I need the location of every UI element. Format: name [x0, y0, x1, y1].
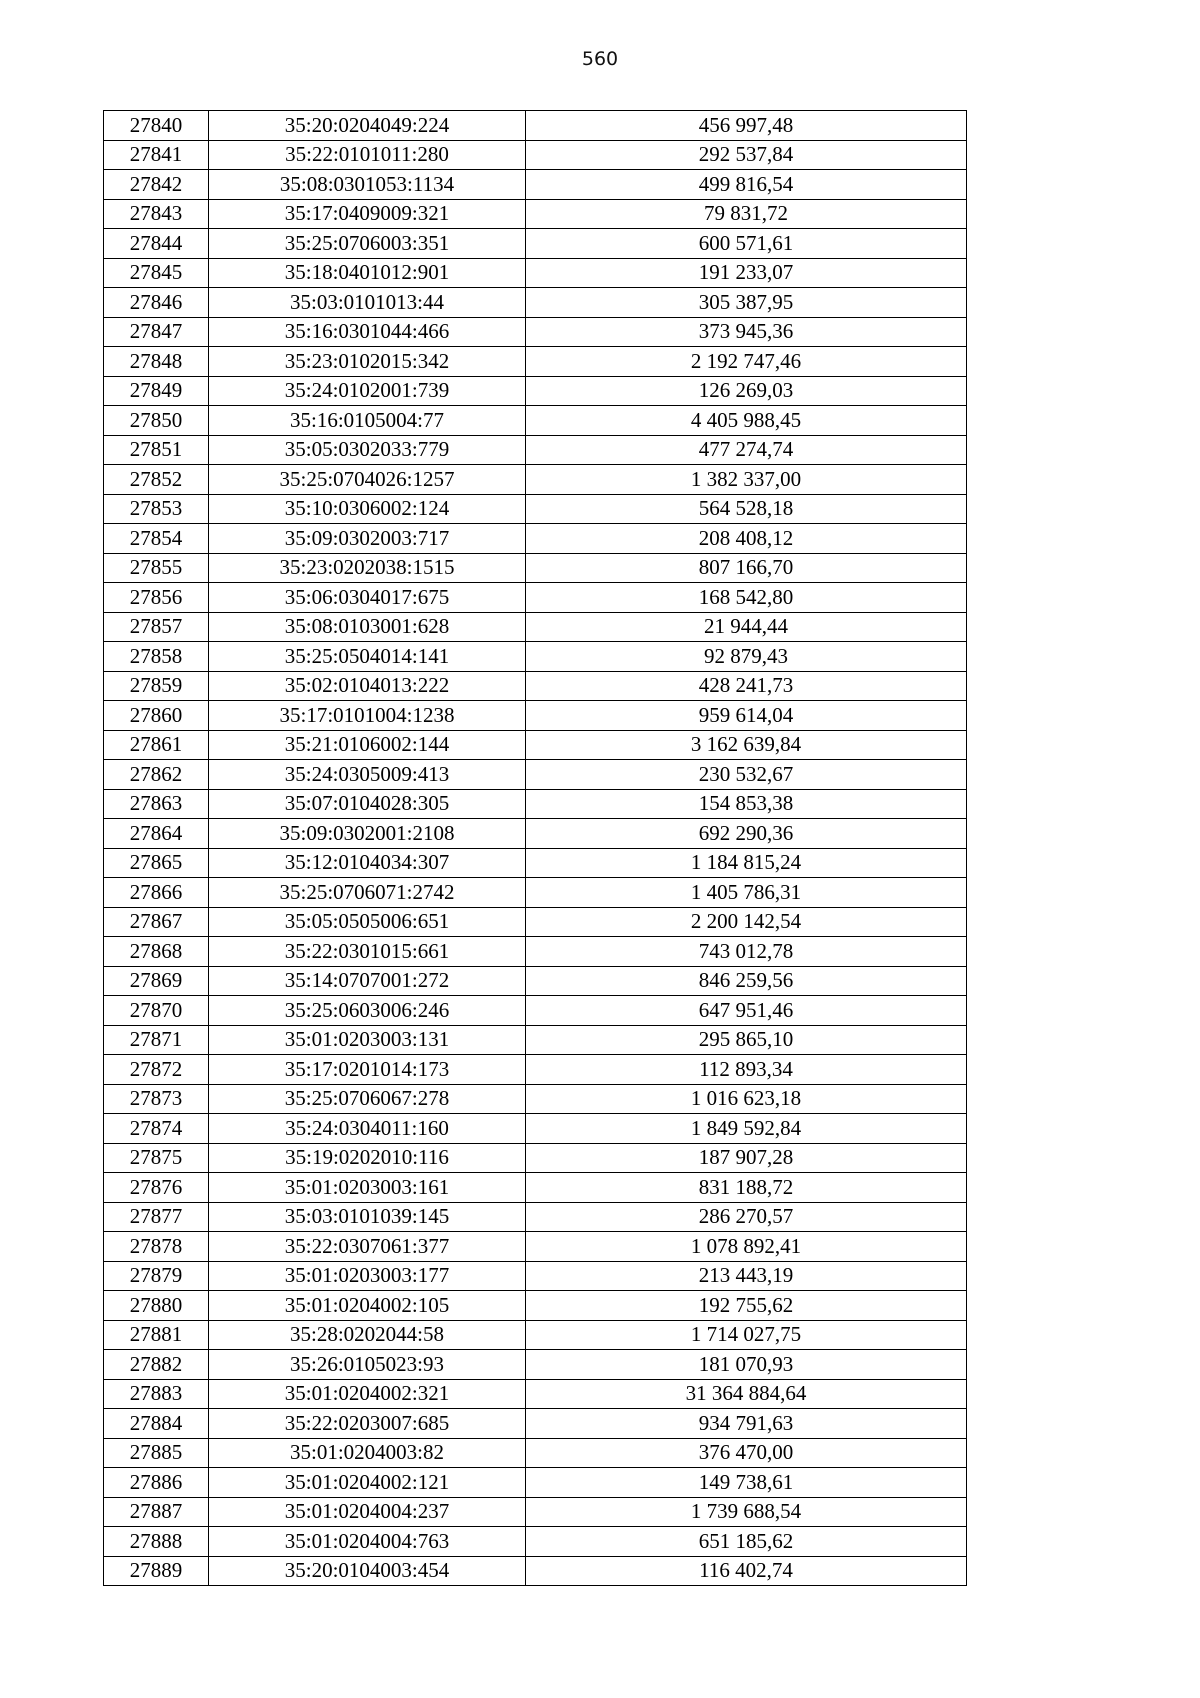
cadastral-number-cell: 35:03:0101039:145: [209, 1202, 526, 1232]
cadastral-number-cell: 35:19:0202010:116: [209, 1143, 526, 1173]
table-row: [104, 288, 967, 318]
cadastral-value-cell: 1 714 027,75: [526, 1320, 967, 1350]
row-number-cell: 27887: [104, 1497, 209, 1527]
cadastral-value-cell: 1 016 623,18: [526, 1084, 967, 1114]
row-number-cell: 27875: [104, 1143, 209, 1173]
row-number-cell: 27861: [104, 730, 209, 760]
table-row: [104, 1291, 967, 1321]
cadastral-value-cell: 112 893,34: [526, 1055, 967, 1085]
table-row: [104, 819, 967, 849]
table-row: [104, 1379, 967, 1409]
row-number-cell: 27840: [104, 111, 209, 141]
cadastral-value-cell: 292 537,84: [526, 140, 967, 170]
row-number-cell: 27878: [104, 1232, 209, 1262]
table-row: [104, 1556, 967, 1586]
cadastral-number-cell: 35:05:0505006:651: [209, 907, 526, 937]
row-number-cell: 27869: [104, 966, 209, 996]
cadastral-number-cell: 35:01:0204002:105: [209, 1291, 526, 1321]
row-number-cell: 27860: [104, 701, 209, 731]
row-number-cell: 27880: [104, 1291, 209, 1321]
cadastral-number-cell: 35:25:0706067:278: [209, 1084, 526, 1114]
cadastral-value-cell: 31 364 884,64: [526, 1379, 967, 1409]
table-row: [104, 612, 967, 642]
row-number-cell: 27889: [104, 1556, 209, 1586]
cadastral-number-cell: 35:14:0707001:272: [209, 966, 526, 996]
cadastral-number-cell: 35:01:0204004:763: [209, 1527, 526, 1557]
row-number-cell: 27855: [104, 553, 209, 583]
table-row: [104, 642, 967, 672]
row-number-cell: 27858: [104, 642, 209, 672]
cadastral-value-cell: 934 791,63: [526, 1409, 967, 1439]
cadastral-number-cell: 35:17:0409009:321: [209, 199, 526, 229]
table-row: [104, 1468, 967, 1498]
row-number-cell: 27865: [104, 848, 209, 878]
cadastral-number-cell: 35:12:0104034:307: [209, 848, 526, 878]
row-number-cell: 27888: [104, 1527, 209, 1557]
table-row: [104, 406, 967, 436]
table-row: [104, 671, 967, 701]
table-row: [104, 199, 967, 229]
row-number-cell: 27856: [104, 583, 209, 613]
table-row: [104, 524, 967, 554]
row-number-cell: 27848: [104, 347, 209, 377]
cadastral-number-cell: 35:08:0301053:1134: [209, 170, 526, 200]
table-row: [104, 1350, 967, 1380]
cadastral-value-cell: 149 738,61: [526, 1468, 967, 1498]
cadastral-value-cell: 1 382 337,00: [526, 465, 967, 495]
row-number-cell: 27847: [104, 317, 209, 347]
cadastral-number-cell: 35:25:0704026:1257: [209, 465, 526, 495]
table-row: [104, 1114, 967, 1144]
cadastral-value-cell: 376 470,00: [526, 1438, 967, 1468]
cadastral-value-cell: 456 997,48: [526, 111, 967, 141]
cadastral-number-cell: 35:23:0202038:1515: [209, 553, 526, 583]
cadastral-value-cell: 181 070,93: [526, 1350, 967, 1380]
cadastral-value-cell: 477 274,74: [526, 435, 967, 465]
cadastral-value-cell: 187 907,28: [526, 1143, 967, 1173]
cadastral-number-cell: 35:22:0301015:661: [209, 937, 526, 967]
table-row: [104, 1438, 967, 1468]
cadastral-number-cell: 35:05:0302033:779: [209, 435, 526, 465]
cadastral-number-cell: 35:01:0204004:237: [209, 1497, 526, 1527]
cadastral-value-cell: 428 241,73: [526, 671, 967, 701]
table-row: [104, 1409, 967, 1439]
row-number-cell: 27850: [104, 406, 209, 436]
cadastral-number-cell: 35:24:0102001:739: [209, 376, 526, 406]
cadastral-number-cell: 35:25:0603006:246: [209, 996, 526, 1026]
cadastral-value-cell: 831 188,72: [526, 1173, 967, 1203]
cadastral-value-cell: 600 571,61: [526, 229, 967, 259]
table-row: [104, 376, 967, 406]
table-row: [104, 937, 967, 967]
cadastral-value-cell: 2 192 747,46: [526, 347, 967, 377]
cadastral-value-cell: 154 853,38: [526, 789, 967, 819]
cadastral-number-cell: 35:25:0706071:2742: [209, 878, 526, 908]
table-row: [104, 1173, 967, 1203]
cadastral-value-cell: 168 542,80: [526, 583, 967, 613]
row-number-cell: 27868: [104, 937, 209, 967]
cadastral-value-table: [103, 110, 967, 1586]
table-row: [104, 701, 967, 731]
cadastral-value-cell: 191 233,07: [526, 258, 967, 288]
table-row: [104, 907, 967, 937]
cadastral-number-cell: 35:09:0302001:2108: [209, 819, 526, 849]
cadastral-value-cell: 647 951,46: [526, 996, 967, 1026]
cadastral-number-cell: 35:01:0203003:177: [209, 1261, 526, 1291]
cadastral-number-cell: 35:22:0101011:280: [209, 140, 526, 170]
row-number-cell: 27854: [104, 524, 209, 554]
row-number-cell: 27843: [104, 199, 209, 229]
table-row: [104, 996, 967, 1026]
cadastral-value-cell: 743 012,78: [526, 937, 967, 967]
table-row: [104, 347, 967, 377]
row-number-cell: 27871: [104, 1025, 209, 1055]
table-row: [104, 1232, 967, 1262]
row-number-cell: 27845: [104, 258, 209, 288]
cadastral-number-cell: 35:20:0104003:454: [209, 1556, 526, 1586]
cadastral-number-cell: 35:22:0203007:685: [209, 1409, 526, 1439]
table-row: [104, 1084, 967, 1114]
row-number-cell: 27884: [104, 1409, 209, 1439]
cadastral-value-cell: 305 387,95: [526, 288, 967, 318]
table-row: [104, 170, 967, 200]
table-row: [104, 229, 967, 259]
cadastral-value-cell: 126 269,03: [526, 376, 967, 406]
cadastral-value-cell: 295 865,10: [526, 1025, 967, 1055]
cadastral-number-cell: 35:25:0504014:141: [209, 642, 526, 672]
cadastral-value-cell: 192 755,62: [526, 1291, 967, 1321]
row-number-cell: 27846: [104, 288, 209, 318]
cadastral-number-cell: 35:16:0301044:466: [209, 317, 526, 347]
row-number-cell: 27870: [104, 996, 209, 1026]
table-row: [104, 760, 967, 790]
row-number-cell: 27842: [104, 170, 209, 200]
cadastral-number-cell: 35:17:0201014:173: [209, 1055, 526, 1085]
cadastral-number-cell: 35:01:0203003:161: [209, 1173, 526, 1203]
cadastral-number-cell: 35:01:0204002:321: [209, 1379, 526, 1409]
cadastral-value-cell: 213 443,19: [526, 1261, 967, 1291]
cadastral-value-cell: 807 166,70: [526, 553, 967, 583]
cadastral-value-cell: 286 270,57: [526, 1202, 967, 1232]
table-row: [104, 111, 967, 141]
cadastral-number-cell: 35:24:0304011:160: [209, 1114, 526, 1144]
cadastral-value-cell: 692 290,36: [526, 819, 967, 849]
table-row: [104, 730, 967, 760]
row-number-cell: 27879: [104, 1261, 209, 1291]
table-row: [104, 1055, 967, 1085]
cadastral-value-cell: 1 849 592,84: [526, 1114, 967, 1144]
cadastral-value-cell: 1 078 892,41: [526, 1232, 967, 1262]
row-number-cell: 27872: [104, 1055, 209, 1085]
row-number-cell: 27885: [104, 1438, 209, 1468]
cadastral-value-cell: 4 405 988,45: [526, 406, 967, 436]
cadastral-value-cell: 499 816,54: [526, 170, 967, 200]
cadastral-number-cell: 35:08:0103001:628: [209, 612, 526, 642]
row-number-cell: 27881: [104, 1320, 209, 1350]
cadastral-value-cell: 564 528,18: [526, 494, 967, 524]
cadastral-value-cell: 1 184 815,24: [526, 848, 967, 878]
cadastral-value-cell: 21 944,44: [526, 612, 967, 642]
cadastral-value-cell: 230 532,67: [526, 760, 967, 790]
row-number-cell: 27853: [104, 494, 209, 524]
table-row: [104, 789, 967, 819]
row-number-cell: 27851: [104, 435, 209, 465]
row-number-cell: 27844: [104, 229, 209, 259]
table-row: [104, 140, 967, 170]
table-row: [104, 848, 967, 878]
cadastral-number-cell: 35:02:0104013:222: [209, 671, 526, 701]
cadastral-value-cell: 79 831,72: [526, 199, 967, 229]
row-number-cell: 27873: [104, 1084, 209, 1114]
cadastral-number-cell: 35:01:0204003:82: [209, 1438, 526, 1468]
cadastral-value-cell: 208 408,12: [526, 524, 967, 554]
row-number-cell: 27857: [104, 612, 209, 642]
table-row: [104, 1527, 967, 1557]
cadastral-number-cell: 35:03:0101013:44: [209, 288, 526, 318]
cadastral-value-cell: 651 185,62: [526, 1527, 967, 1557]
cadastral-number-cell: 35:26:0105023:93: [209, 1350, 526, 1380]
cadastral-value-cell: 373 945,36: [526, 317, 967, 347]
table-row: [104, 583, 967, 613]
cadastral-number-cell: 35:09:0302003:717: [209, 524, 526, 554]
cadastral-number-cell: 35:24:0305009:413: [209, 760, 526, 790]
table-row: [104, 1143, 967, 1173]
row-number-cell: 27876: [104, 1173, 209, 1203]
row-number-cell: 27862: [104, 760, 209, 790]
cadastral-value-cell: 1 739 688,54: [526, 1497, 967, 1527]
cadastral-number-cell: 35:10:0306002:124: [209, 494, 526, 524]
row-number-cell: 27864: [104, 819, 209, 849]
table-row: [104, 1497, 967, 1527]
row-number-cell: 27859: [104, 671, 209, 701]
cadastral-number-cell: 35:06:0304017:675: [209, 583, 526, 613]
row-number-cell: 27849: [104, 376, 209, 406]
cadastral-value-cell: 1 405 786,31: [526, 878, 967, 908]
row-number-cell: 27866: [104, 878, 209, 908]
row-number-cell: 27841: [104, 140, 209, 170]
row-number-cell: 27867: [104, 907, 209, 937]
cadastral-number-cell: 35:01:0203003:131: [209, 1025, 526, 1055]
table-row: [104, 553, 967, 583]
cadastral-value-cell: 959 614,04: [526, 701, 967, 731]
table-row: [104, 878, 967, 908]
table-row: [104, 494, 967, 524]
table-row: [104, 435, 967, 465]
row-number-cell: 27852: [104, 465, 209, 495]
cadastral-number-cell: 35:01:0204002:121: [209, 1468, 526, 1498]
cadastral-number-cell: 35:07:0104028:305: [209, 789, 526, 819]
table-row: [104, 1320, 967, 1350]
table-row: [104, 966, 967, 996]
table-row: [104, 1261, 967, 1291]
row-number-cell: 27874: [104, 1114, 209, 1144]
cadastral-number-cell: 35:22:0307061:377: [209, 1232, 526, 1262]
cadastral-number-cell: 35:23:0102015:342: [209, 347, 526, 377]
table-row: [104, 1025, 967, 1055]
table-body: [104, 111, 967, 1586]
cadastral-value-cell: 846 259,56: [526, 966, 967, 996]
row-number-cell: 27863: [104, 789, 209, 819]
row-number-cell: 27877: [104, 1202, 209, 1232]
cadastral-number-cell: 35:25:0706003:351: [209, 229, 526, 259]
row-number-cell: 27883: [104, 1379, 209, 1409]
cadastral-number-cell: 35:16:0105004:77: [209, 406, 526, 436]
cadastral-number-cell: 35:18:0401012:901: [209, 258, 526, 288]
row-number-cell: 27882: [104, 1350, 209, 1380]
cadastral-number-cell: 35:17:0101004:1238: [209, 701, 526, 731]
cadastral-number-cell: 35:28:0202044:58: [209, 1320, 526, 1350]
cadastral-value-cell: 3 162 639,84: [526, 730, 967, 760]
cadastral-number-cell: 35:20:0204049:224: [209, 111, 526, 141]
cadastral-value-cell: 92 879,43: [526, 642, 967, 672]
row-number-cell: 27886: [104, 1468, 209, 1498]
table-row: [104, 465, 967, 495]
cadastral-value-cell: 2 200 142,54: [526, 907, 967, 937]
table-row: [104, 317, 967, 347]
page-number: 560: [581, 48, 619, 70]
table-row: [104, 258, 967, 288]
cadastral-number-cell: 35:21:0106002:144: [209, 730, 526, 760]
table-row: [104, 1202, 967, 1232]
cadastral-value-cell: 116 402,74: [526, 1556, 967, 1586]
